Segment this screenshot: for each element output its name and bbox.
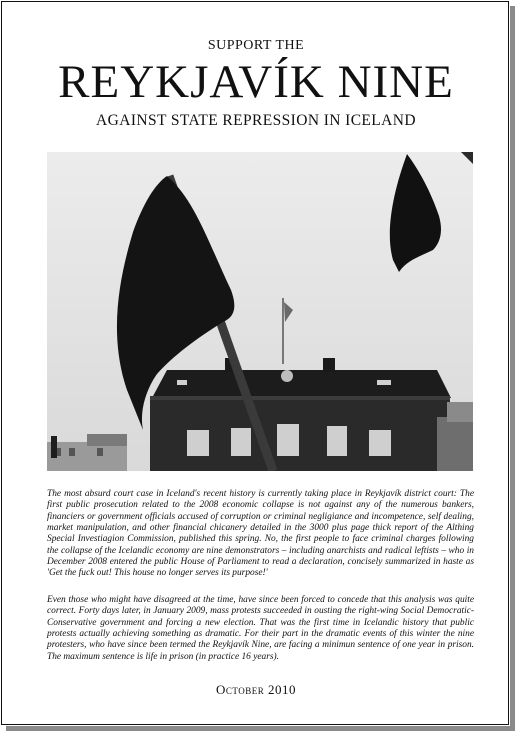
publication-date: October 2010 [216, 682, 296, 697]
page-shadow-bottom [6, 726, 515, 731]
body-paragraph-1: The most absurd court case in Iceland's recent history is currently taking place in Reykjavík district court: The first public prosecution related to the 2008 economic collapse is not against any of the numerous bankers, financiers or government officials accused of corruption or criminal negligiance and incompetence, self dealing, market manipulation, and other financial chicanery detailed in the 3000 plus page thick report of the Althing Special Investiagion Commission, published this spring. No, the first people to face criminal charges following the collapse of the Icelandic economy are nine demonstrators – including anarchists and radical leftists – who in December 2008 entered the public House of Parliament to read a declaration, concisely summarized in haste as 'Get the fuck out! This house no longer serves its purpose!' [47, 489, 474, 579]
poster-page [1, 1, 509, 725]
protest-photo [47, 152, 473, 471]
poster-title: REYKJAVÍK NINE [58, 56, 454, 108]
body-paragraph-2: Even those who might have disagreed at the time, have since been forced to concede that this analysis was quite correct. Forty days later, in January 2009, mass protests succeeded in ousting the right-wing Social Democratic-Conservative government and forcing a new election. That was the first time in Icelandic history that public protests actually achieving something as dramatic. For their part in the dramatic events of this winter the nine protesters, who have since been termed the Reykjavík Nine, are facing a minimun sentence of one year in prison. The maximum sentence is life in prison (in practice 16 years). [47, 595, 474, 662]
page-shadow-right [510, 6, 515, 728]
kicker-text: SUPPORT THE [207, 38, 305, 53]
poster-subtitle: AGAINST STATE REPRESSION IN ICELAND [96, 112, 416, 129]
